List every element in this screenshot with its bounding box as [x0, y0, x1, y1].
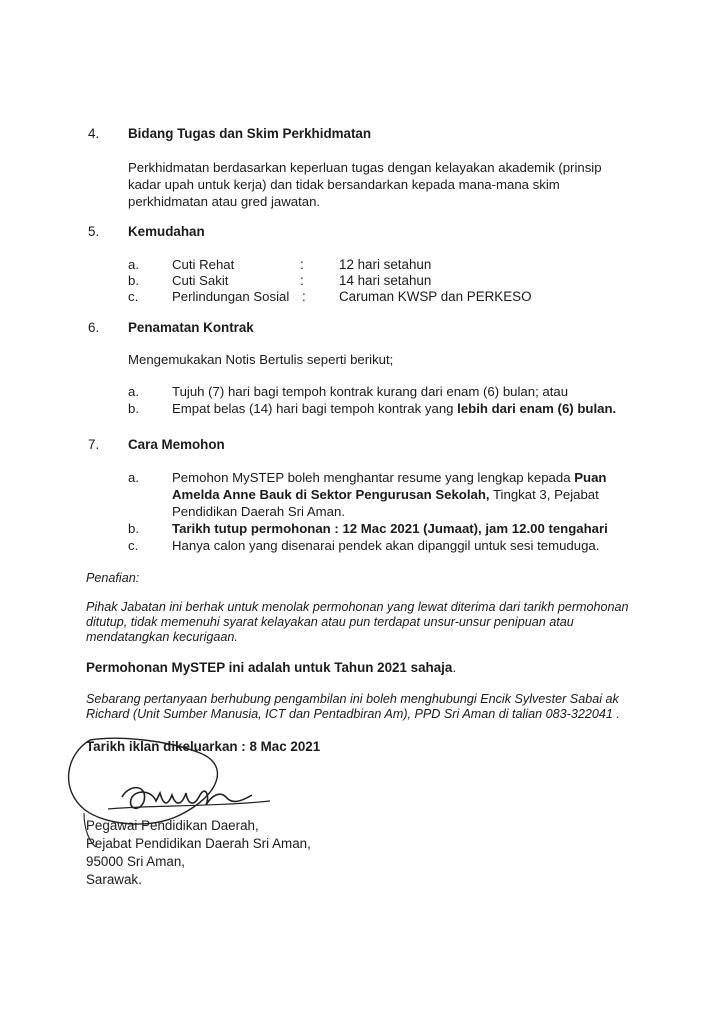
notice-text-line	[172, 401, 616, 416]
list-item-letter: a.	[128, 384, 139, 399]
apply-bold-text: Amelda Anne Bauk di Sektor Pengurusan Sekolah,	[172, 487, 490, 502]
year-note	[86, 660, 456, 675]
enquiry-line: Richard (Unit Sumber Manusia, ICT dan Pentadbiran Am), PPD Sri Aman di talian 083-322041 .	[86, 707, 620, 721]
notice-bold-text: lebih dari enam (6) bulan	[457, 401, 613, 416]
year-note-text: Permohonan MySTEP ini adalah untuk Tahun 2021 sahaja	[86, 660, 453, 675]
benefit-colon: :	[300, 257, 304, 272]
section-4-number: 4.	[88, 126, 100, 141]
enquiry-line: Sebarang pertanyaan berhubung pengambilan ini boleh menghubungi Encik Sylvester Sabai ak	[86, 692, 619, 706]
section-7-title: Cara Memohon	[128, 437, 225, 452]
section-4-title: Bidang Tugas dan Skim Perkhidmatan	[128, 126, 372, 141]
benefit-colon: :	[302, 289, 306, 304]
section-4-paragraph-line: kadar upah untuk kerja) dan tidak bersandarkan kepada mana-mana skim	[128, 177, 560, 192]
apply-line	[172, 470, 606, 485]
year-note-end: .	[452, 660, 457, 675]
signatory-line: Sarawak.	[86, 872, 142, 887]
disclaimer-line: Pihak Jabatan ini berhak untuk menolak permohonan yang lewat diterima dari tarikh permohonan	[86, 600, 629, 614]
section-5-number: 5.	[88, 224, 100, 239]
section-6-number: 6.	[88, 320, 100, 335]
benefit-value: 14 hari setahun	[339, 273, 432, 288]
signatory-line: Pejabat Pendidikan Daerah Sri Aman,	[86, 836, 311, 851]
list-item-letter: b.	[128, 401, 139, 416]
list-item-letter: b.	[128, 521, 139, 536]
section-5-title: Kemudahan	[128, 224, 205, 239]
list-item-letter: a.	[128, 257, 139, 272]
signatory-line: Pegawai Pendidikan Daerah,	[86, 818, 259, 833]
list-item-letter: b.	[128, 273, 139, 288]
apply-line	[172, 487, 599, 502]
disclaimer-line: mendatangkan kecurigaan.	[86, 630, 238, 644]
section-6-intro: Mengemukakan Notis Bertulis seperti berikut;	[128, 352, 394, 367]
benefit-value: Caruman KWSP dan PERKESO	[339, 289, 532, 304]
benefit-colon: :	[300, 273, 304, 288]
benefit-label: Perlindungan Sosial	[172, 289, 290, 304]
benefit-label: Cuti Rehat	[172, 257, 235, 272]
section-6-title: Penamatan Kontrak	[128, 320, 254, 335]
list-item-letter: c.	[128, 538, 139, 553]
apply-text: Pendidikan Daerah Sri Aman.	[172, 504, 346, 519]
shortlist-note: Hanya calon yang disenarai pendek akan dipanggil untuk sesi temuduga.	[172, 538, 600, 553]
list-item-letter: a.	[128, 470, 139, 485]
closing-date: Tarikh tutup permohonan : 12 Mac 2021 (Jumaat), jam 12.00 tengahari	[172, 521, 608, 536]
apply-text: Tingkat 3, Pejabat	[489, 487, 599, 502]
disclaimer-line: ditutup, tidak memenuhi syarat kelayakan atau pun terdapat unsur-unsur penipuan atau	[86, 615, 574, 629]
benefit-value: 12 hari setahun	[339, 257, 432, 272]
section-4-paragraph-line: perkhidmatan atau gred jawatan.	[128, 194, 321, 209]
issue-date: Tarikh iklan dikeluarkan : 8 Mac 2021	[86, 739, 321, 754]
notice-text: Empat belas (14) hari bagi tempoh kontrak yang	[172, 401, 458, 416]
apply-text: Pemohon MySTEP boleh menghantar resume yang lengkap kepada	[172, 470, 575, 485]
list-item-letter: c.	[128, 289, 139, 304]
notice-text: Tujuh (7) hari bagi tempoh kontrak kurang dari enam (6) bulan; atau	[172, 384, 569, 399]
notice-end: .	[612, 401, 617, 416]
signatory-line: 95000 Sri Aman,	[86, 854, 186, 869]
apply-bold-text: Puan	[574, 470, 607, 485]
section-4-paragraph-line: Perkhidmatan berdasarkan keperluan tugas dengan kelayakan akademik (prinsip	[128, 160, 602, 175]
benefit-label: Cuti Sakit	[172, 273, 229, 288]
section-7-number: 7.	[88, 437, 100, 452]
disclaimer-heading: Penafian:	[86, 571, 140, 585]
